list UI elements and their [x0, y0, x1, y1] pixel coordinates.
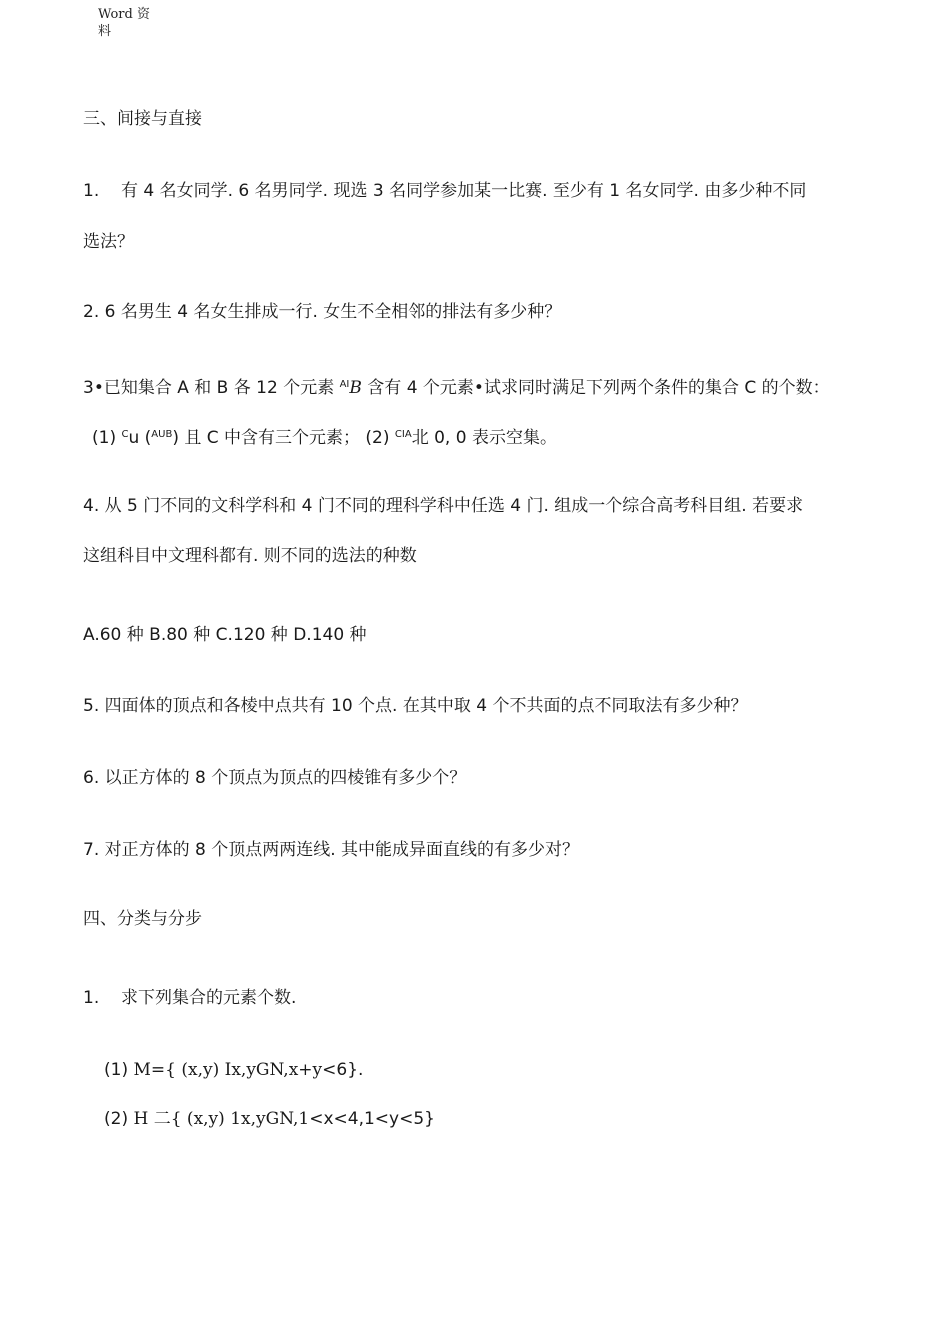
question-text: 有 4 名女同学. 6 名男同学. 现选 3 名同学参加某一比赛. 至少有 1 名女同学. 由多少种不同	[121, 181, 807, 201]
question-4-1	[83, 986, 296, 1010]
question-3-6: 6. 以正方体的 8 个顶点为顶点的四棱锥有多少个？	[83, 768, 467, 788]
sub-question-2	[104, 1107, 435, 1131]
question-number: 1.	[83, 988, 100, 1008]
q3-set-b: B	[349, 378, 362, 398]
question-3-3-line1	[83, 376, 830, 400]
page-header-label	[98, 6, 158, 40]
q3-text-a: 3•已知集合 A 和 B 各 12 个元素	[83, 378, 340, 398]
question-3-4-options: A.60 种 B.80 种 C.120 种 D.140 种	[83, 625, 367, 645]
question-3-4: 4. 从 5 门不同的文科学科和 4 门不同的理科学科中任选 4 门. 组成一个综合高考科目组. 若要求	[83, 496, 804, 516]
q3-sup-ai: AI	[339, 379, 350, 390]
q3-cond1-c: ) 且 C 中含有三个元素； (2)	[172, 428, 395, 448]
question-3-4-continued: 这组科目中文理科都有. 则不同的选法的种数	[83, 546, 417, 566]
q3-cond1-label: (1)	[92, 428, 122, 448]
question-3-3-line2	[92, 426, 557, 450]
question-3-2: 2. 6 名男生 4 名女生排成一行. 女生不全相邻的排法有多少种？	[83, 302, 562, 322]
q3-sup-aub: AUB	[151, 429, 173, 440]
header-label-line1: Word 资	[98, 7, 150, 22]
question-3-1	[83, 179, 806, 203]
sub-set-cond: <6}.	[322, 1060, 364, 1080]
q3-cond2-d: 北 0, 0 表示空集。	[411, 428, 557, 448]
sub-set-expr: M={ (x,y) Ix,yGN,x+y	[133, 1060, 323, 1080]
question-3-7: 7. 对正方体的 8 个顶点两两连线. 其中能成异面直线的有多少对？	[83, 840, 580, 860]
header-label-line2: 料	[98, 24, 112, 39]
q3-cond1-b: u (	[128, 428, 152, 448]
sub-label: (2)	[104, 1109, 134, 1129]
sub-set-cond: <x<4,1<y<5}	[309, 1109, 435, 1129]
question-3-5: 5. 四面体的顶点和各棱中点共有 10 个点. 在其中取 4 个不共面的点不同取法有多少种？	[83, 696, 748, 716]
sub-label: (1)	[104, 1060, 134, 1080]
q3-text-c: 含有 4 个元素•试求同时满足下列两个条件的集合 C 的个数：	[361, 378, 830, 398]
question-3-1-continued: 选法？	[83, 232, 134, 252]
q3-sup-cia: CIA	[394, 429, 412, 440]
question-text: 求下列集合的元素个数.	[121, 988, 297, 1008]
section-3-title: 三、间接与直接	[83, 109, 202, 129]
section-4-title: 四、分类与分步	[83, 909, 202, 929]
q3-sup-c: C	[121, 429, 129, 440]
sub-question-1	[104, 1058, 363, 1082]
sub-set-expr: H 二{ (x,y) 1x,yGN,1	[133, 1109, 310, 1129]
question-number: 1.	[83, 181, 100, 201]
